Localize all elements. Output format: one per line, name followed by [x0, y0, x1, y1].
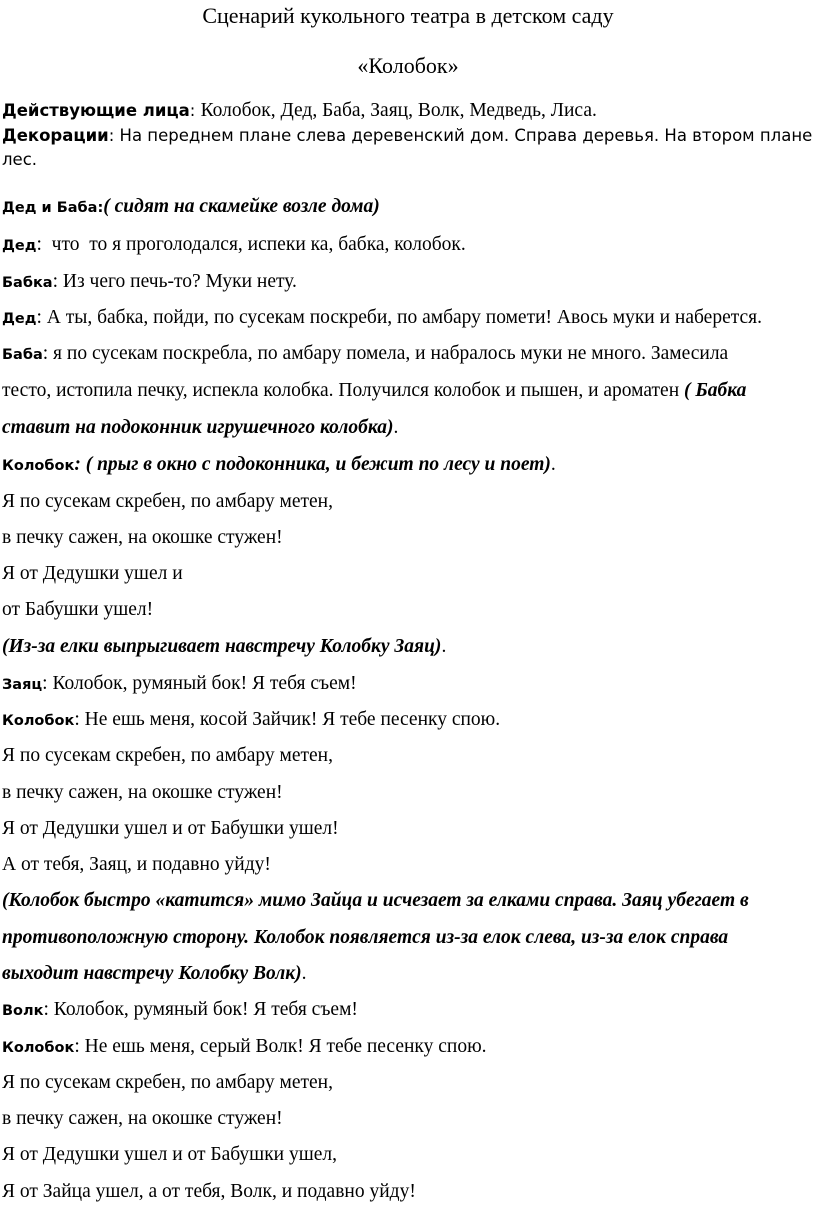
song-line: Я от Зайца ушел, а от тебя, Волк, и подавно уйду!	[2, 1181, 416, 1202]
characters-line: Действующие лица: Колобок, Дед, Баба, Заяц, Волк, Медведь, Лиса.	[2, 100, 597, 121]
speech: Колобок, румяный бок! Я тебя съем!	[48, 999, 358, 1020]
speaker: Волк	[2, 1003, 44, 1019]
song-line: от Бабушки ушел!	[2, 599, 154, 620]
song-line: в печку сажен, на окошке стужен!	[2, 1108, 283, 1129]
scenery-label: Декорации	[2, 126, 109, 145]
speech: Колобок, румяный бок! Я тебя съем!	[47, 673, 357, 694]
speaker: Бабка	[2, 275, 53, 291]
stage-direction-continuation: ставит на подоконник игрушечного колобка).	[2, 417, 399, 438]
speaker: Колобок	[2, 713, 75, 729]
dialogue-line: Дед: А ты, бабка, пойди, по сусекам поскреби, по амбару помети! Авось муки и наберется.	[2, 307, 762, 328]
song-line: Я по сусекам скребен, по амбару метен,	[2, 491, 333, 512]
page-title: Сценарий кукольного театра в детском саду	[202, 3, 614, 28]
song-line: Я по сусекам скребен, по амбару метен,	[2, 745, 333, 766]
stage-direction: ( Бабка	[684, 380, 747, 401]
stage-direction-line: выходит навстречу Колобку Волк).	[2, 963, 307, 984]
speaker: Дед	[2, 238, 37, 254]
dialogue-line: Дед: что то я проголодался, испеки ка, бабка, колобок.	[2, 234, 466, 255]
dialogue-line: Колобок: ( прыг в окно с подоконника, и бежит по лесу и поет).	[2, 454, 556, 475]
stage-direction-line: (Из-за елки выпрыгивает навстречу Колобку Заяц).	[2, 636, 447, 657]
speaker: Заяц	[2, 677, 43, 693]
song-line: в печку сажен, на окошке стужен!	[2, 782, 283, 803]
scenery-line-2: лес.	[2, 150, 38, 169]
play-name: «Колобок»	[357, 53, 459, 78]
dialogue-line: Дед и Баба:( сидят на скамейке возле дома)	[2, 196, 380, 217]
speaker: Дед	[2, 311, 37, 327]
song-line: Я по сусекам скребен, по амбару метен,	[2, 1072, 333, 1093]
song-line: А от тебя, Заяц, и подавно уйду!	[2, 854, 271, 875]
characters-list: Колобок, Дед, Баба, Заяц, Волк, Медведь, Лиса.	[200, 100, 597, 121]
scenery-line: Декорации: На переднем плане слева деревенский дом. Справа деревья. На втором плане	[2, 126, 813, 145]
song-line: в печку сажен, на окошке стужен!	[2, 527, 283, 548]
speech: я по сусекам поскребла, по амбару помела, и набралось муки не много. Замесила	[48, 343, 729, 364]
song-line: Я от Дедушки ушел и	[2, 563, 183, 584]
speech: Не ешь меня, косой Зайчик! Я тебе песенку спою.	[79, 709, 501, 730]
speaker: Колобок	[2, 1040, 75, 1056]
characters-label: Действующие лица	[2, 101, 190, 120]
dialogue-line: Волк: Колобок, румяный бок! Я тебя съем!	[2, 999, 358, 1020]
speech-continuation: тесто, истопила печку, испекла колобка. Получился колобок и пышен, и ароматен ( Бабка	[2, 380, 747, 401]
speech: Из чего печь-то? Муки нету.	[58, 271, 297, 292]
speech: Не ешь меня, серый Волк! Я тебе песенку спою.	[79, 1036, 487, 1057]
dialogue-line: Колобок: Не ешь меня, серый Волк! Я тебе песенку спою.	[2, 1036, 487, 1057]
scenery-text: На переднем плане слева деревенский дом. Справа деревья. На втором плане	[119, 126, 813, 145]
dialogue-line: Баба: я по сусекам поскребла, по амбару помела, и набралось муки не много. Замесила	[2, 343, 729, 364]
stage-direction: ( сидят на скамейке возле дома)	[103, 196, 380, 217]
stage-direction-line: (Колобок быстро «катится» мимо Зайца и исчезает за елками справа. Заяц убегает в	[2, 890, 749, 911]
speaker: Колобок	[2, 458, 75, 474]
stage-direction: : ( прыг в окно с подоконника, и бежит по лесу и поет)	[74, 454, 551, 475]
speech: что то я проголодался, испеки ка, бабка, колобок.	[41, 234, 466, 255]
speaker: Баба	[2, 347, 43, 363]
song-line: Я от Дедушки ушел и от Бабушки ушел,	[2, 1144, 338, 1165]
song-line: Я от Дедушки ушел и от Бабушки ушел!	[2, 818, 339, 839]
speech: А ты, бабка, пойди, по сусекам поскреби, по амбару помети! Авось муки и наберется.	[41, 307, 762, 328]
dialogue-line: Заяц: Колобок, румяный бок! Я тебя съем!	[2, 673, 357, 694]
stage-direction-line: противоположную сторону. Колобок появляется из-за елок слева, из-за елок справа	[2, 927, 729, 948]
dialogue-line: Колобок: Не ешь меня, косой Зайчик! Я тебе песенку спою.	[2, 709, 501, 730]
dialogue-line: Бабка: Из чего печь-то? Муки нету.	[2, 271, 297, 292]
speaker: Дед и Баба	[2, 200, 98, 216]
